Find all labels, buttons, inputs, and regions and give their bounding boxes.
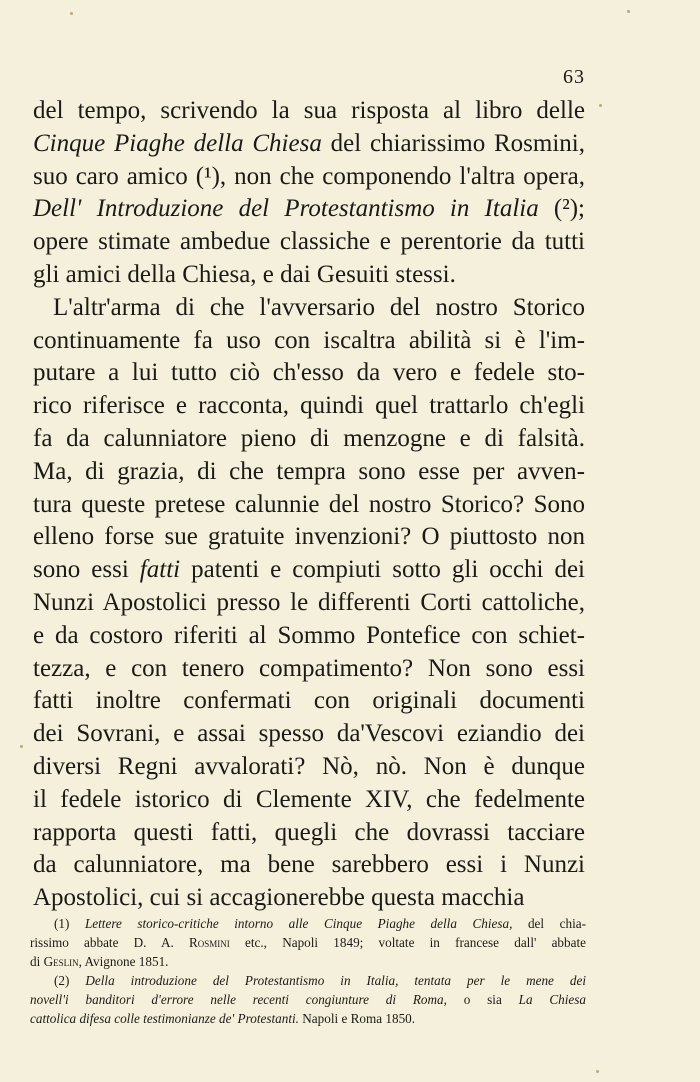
text-line	[33, 653, 585, 686]
text-run: opere stimate ambedue classiche e perentorie da tutti	[33, 228, 585, 256]
small-caps-text: Rosmini	[189, 935, 230, 950]
footnote-line	[30, 914, 586, 933]
italic-text: La Chiesa	[518, 992, 586, 1007]
text-run: rapporta questi fatti, quegli che dovrassi tacciare	[33, 818, 585, 846]
italic-text: Lettere storico-critiche intorno alle Cinque Piaghe della Chiesa,	[84, 916, 513, 931]
text-line	[33, 325, 585, 358]
text-run: (²);	[538, 195, 585, 223]
text-line	[33, 423, 585, 456]
text-run: rissimo abbate D. A.	[30, 935, 189, 950]
text-run: fa da calunniatore pieno di menzogne e di falsità.	[33, 424, 585, 452]
text-line	[33, 751, 585, 784]
text-line	[33, 784, 585, 817]
text-run: da calunniatore, ma bene sarebbero essi i Nunzi	[33, 851, 585, 879]
text-line	[33, 817, 585, 850]
footnote-1	[30, 914, 586, 971]
text-run: e da costoro riferiti al Sommo Pontefice con schiet-	[33, 621, 585, 649]
text-line	[33, 718, 585, 751]
text-line	[33, 685, 585, 718]
text-run: rico riferisce e racconta, quindi quel trattarlo ch'egli	[33, 392, 585, 420]
footnote-line	[30, 990, 586, 1009]
italic-text: Cinque Piaghe della Chiesa	[33, 129, 322, 157]
text-run: il fedele istorico di Clemente XIV, che fedelmente	[33, 785, 585, 813]
text-line	[33, 259, 585, 292]
italic-text: novell'i banditori d'errore nelle recenti congiunture di Roma,	[30, 992, 447, 1007]
text-line	[33, 390, 585, 423]
footnote-2	[30, 971, 586, 1028]
paper-speck	[70, 12, 73, 15]
text-run: L'altr'arma di che l'avversario del nostro Storico	[53, 293, 585, 321]
text-run: Nunzi Apostolici presso le differenti Corti cattoliche,	[33, 588, 585, 616]
text-line	[33, 128, 585, 161]
text-run: continuamente fa uso con iscaltra abilità si è l'im-	[33, 326, 585, 354]
text-run: putare a lui tutto ciò ch'esso da vero e fedele sto-	[33, 359, 585, 387]
text-line	[33, 521, 585, 554]
text-run: (1)	[54, 916, 85, 931]
paper-speck	[20, 745, 23, 748]
body-text	[33, 95, 585, 915]
text-run: suo caro amico (¹), non che componendo l'altra opera,	[33, 162, 585, 190]
small-caps-text: Geslin	[43, 954, 79, 969]
text-run: sono essi	[33, 556, 140, 584]
footnote-line	[30, 933, 586, 952]
text-line	[33, 587, 585, 620]
text-run: diversi Regni avvalorati? Nò, nò. Non è dunque	[33, 752, 585, 780]
text-run: di	[30, 954, 44, 969]
text-line	[33, 554, 585, 587]
paper-speck	[599, 104, 602, 107]
text-line	[33, 292, 585, 325]
text-run: dei Sovrani, e assai spesso da'Vescovi eziandio dei	[33, 720, 585, 748]
italic-text: cattolica difesa colle testimonianze de' Protestanti.	[30, 1011, 299, 1026]
paper-speck	[627, 10, 630, 13]
footnote-line	[30, 1009, 586, 1028]
text-run: elleno forse sue gratuite invenzioni? O piuttosto non	[33, 523, 585, 551]
text-run: del tempo, scrivendo la sua risposta al libro delle	[33, 97, 585, 124]
text-line	[33, 620, 585, 653]
text-run: tura queste pretese calunnie del nostro Storico? Sono	[33, 490, 585, 518]
italic-text: fatti	[139, 556, 181, 584]
paper-speck	[596, 1070, 599, 1073]
text-run: gli amici della Chiesa, e dai Gesuiti stessi.	[33, 260, 456, 288]
text-run: del chiarissimo Rosmini,	[321, 129, 586, 157]
text-run: del chia-	[512, 916, 586, 931]
footnotes	[30, 914, 586, 1028]
text-run: o sia	[446, 992, 519, 1007]
text-line	[33, 882, 585, 915]
text-run: Ma, di grazia, di che tempra sono esse per avven-	[33, 457, 585, 485]
text-run: tezza, e con tenero compatimento? Non sono essi	[33, 654, 585, 682]
footnote-line	[30, 971, 586, 990]
italic-text: Dell' Introduzione del Protestantismo in Italia	[33, 195, 539, 223]
text-line	[33, 95, 585, 128]
text-run: Apostolici, cui si accagionerebbe questa macchia	[33, 884, 525, 912]
footnote-line	[30, 952, 586, 971]
text-line	[33, 456, 585, 489]
italic-text: Della introduzione del Protestantismo in Italia, tentata per le mene dei	[85, 973, 586, 988]
text-run: Napoli e Roma 1850.	[298, 1011, 416, 1026]
text-run: fatti inoltre confermati con originali documenti	[33, 687, 585, 715]
text-line	[33, 193, 585, 226]
text-run: (2)	[54, 973, 86, 988]
text-line	[33, 161, 585, 194]
text-run: etc., Napoli 1849; voltate in francese dall' abbate	[229, 935, 586, 950]
text-run: , Avignone 1851.	[78, 954, 169, 969]
page-number: 63	[563, 66, 585, 88]
text-line	[33, 226, 585, 259]
text-run: patenti e compiuti sotto gli occhi dei	[180, 556, 585, 584]
text-line	[33, 357, 585, 390]
text-line	[33, 489, 585, 522]
text-line	[33, 849, 585, 882]
